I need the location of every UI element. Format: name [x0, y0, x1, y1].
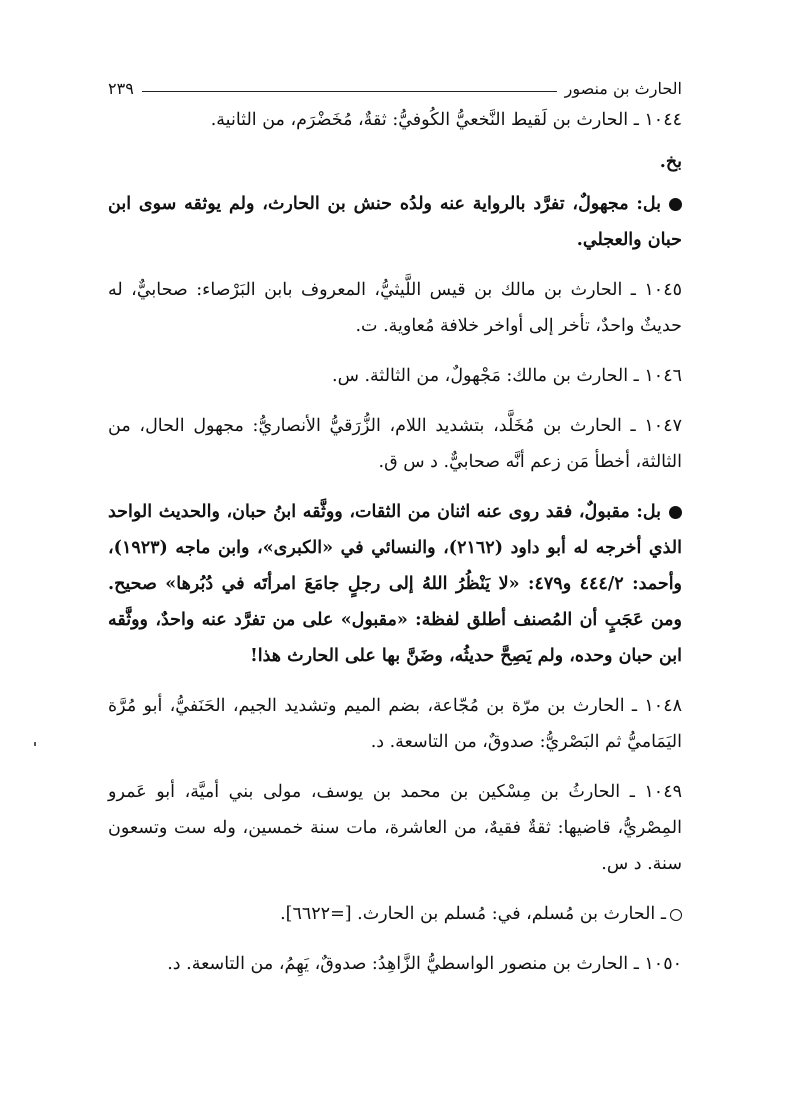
- bullet-icon: [669, 506, 682, 519]
- bullet-icon: [669, 198, 682, 211]
- entry-1049: [108, 774, 682, 882]
- header-title: الحارث بن منصور: [564, 79, 682, 98]
- entry-text: ١٠٤٧ ـ الحارث بن مُخَلَّد، بتشديد اللام، الزُّرَقيُّ الأنصاريُّ: مجهول الحال، من الثالثة، أخطأ مَن زعم أنَّه صحابيٌّ. د س ق.: [108, 416, 682, 472]
- entry-1045: [108, 272, 682, 344]
- page-number: ٢٣٩: [108, 79, 134, 98]
- entry-text: ١٠٤٩ ـ الحارثُ بن مِسْكين بن محمد بن يوسف، مولى بني أميَّة، أبو عَمرو المِصْريُّ، قاضيها: ثقةٌ فقيهٌ، من العاشرة، مات سنة خمسين، وله ست وتسعون سنة. د س.: [108, 782, 682, 874]
- entry-1048: [108, 688, 682, 760]
- entry-1044: [108, 102, 682, 138]
- header-rule: [142, 91, 557, 92]
- entry-text: ١٠٤٤ ـ الحارث بن لَقيط النَّخعيُّ الكُوفيُّ: ثقةٌ، مُخَضْرَم، من الثانية.: [210, 110, 682, 130]
- comment-text: بل: مجهولٌ، تفرَّد بالرواية عنه ولدُه حنش بن الحارث، ولم يوثقه سوى ابن حبان والعجلي.: [108, 194, 682, 250]
- entry-text: ١٠٤٦ ـ الحارث بن مالك: مَجْهولٌ، من الثالثة. س.: [332, 366, 682, 386]
- circle-marker-icon: [670, 909, 682, 921]
- entry-text: ١٠٥٠ ـ الحارث بن منصور الواسطيُّ الزَّاهِدُ: صدوقٌ، يَهِمُ، من التاسعة. د.: [167, 954, 682, 974]
- entries-list: [108, 102, 682, 982]
- scan-speck: [34, 742, 36, 746]
- entry-1046: [108, 358, 682, 394]
- comment-1044: [108, 186, 682, 258]
- entry-1044-tail: [108, 144, 682, 180]
- entry-tail-text: بخ.: [659, 152, 682, 172]
- entry-1047: [108, 408, 682, 480]
- document-page: [108, 62, 682, 1082]
- comment-text: بل: مقبولٌ، فقد روى عنه اثنان من الثقات، ووثَّقه ابنُ حبان، والحديث الواحد الذي أخرجه له أبو داود (٢١٦٢)، والنسائي في «الكبرى»، وابن ماجه (١٩٢٣)، وأحمد: ٤٤٤/٢ و٤٧٩: «لا يَنْظُرُ اللهُ إلى رجلٍ جامَعَ امرأتَه في دُبُرها» صحيح. ومن عَجَبٍ أن المُصنف أطلق لفظة: «مقبول» على من تفرَّد عنه واحدٌ، ووثَّقه ابن حبان وحده، ولم يَصِحَّ حديثُه، وضَنَّ بها على الحارث هذا!: [108, 502, 683, 666]
- entry-text: ١٠٤٨ ـ الحارث بن مرّة بن مُجّاعة، بضم الميم وتشديد الجيم، الحَنَفيُّ، أبو مُرَّة اليَمَاميُّ ثم البَصْريُّ: صدوقٌ، من التاسعة. د.: [108, 696, 682, 752]
- running-header: [108, 62, 682, 98]
- cross-reference: [108, 896, 682, 932]
- reference-text: ـ الحارث بن مُسلم، في: مُسلم بن الحارث. [=٦٦٢٢].: [280, 904, 666, 924]
- comment-1047: [108, 494, 682, 674]
- entry-1050: [108, 946, 682, 982]
- entry-text: ١٠٤٥ ـ الحارث بن مالك بن قيس اللَّيثيُّ، المعروف بابن البَرْصاء: صحابيٌّ، له حديثٌ واحدٌ، تأخر إلى أواخر خلافة مُعاوية. ت.: [108, 280, 682, 336]
